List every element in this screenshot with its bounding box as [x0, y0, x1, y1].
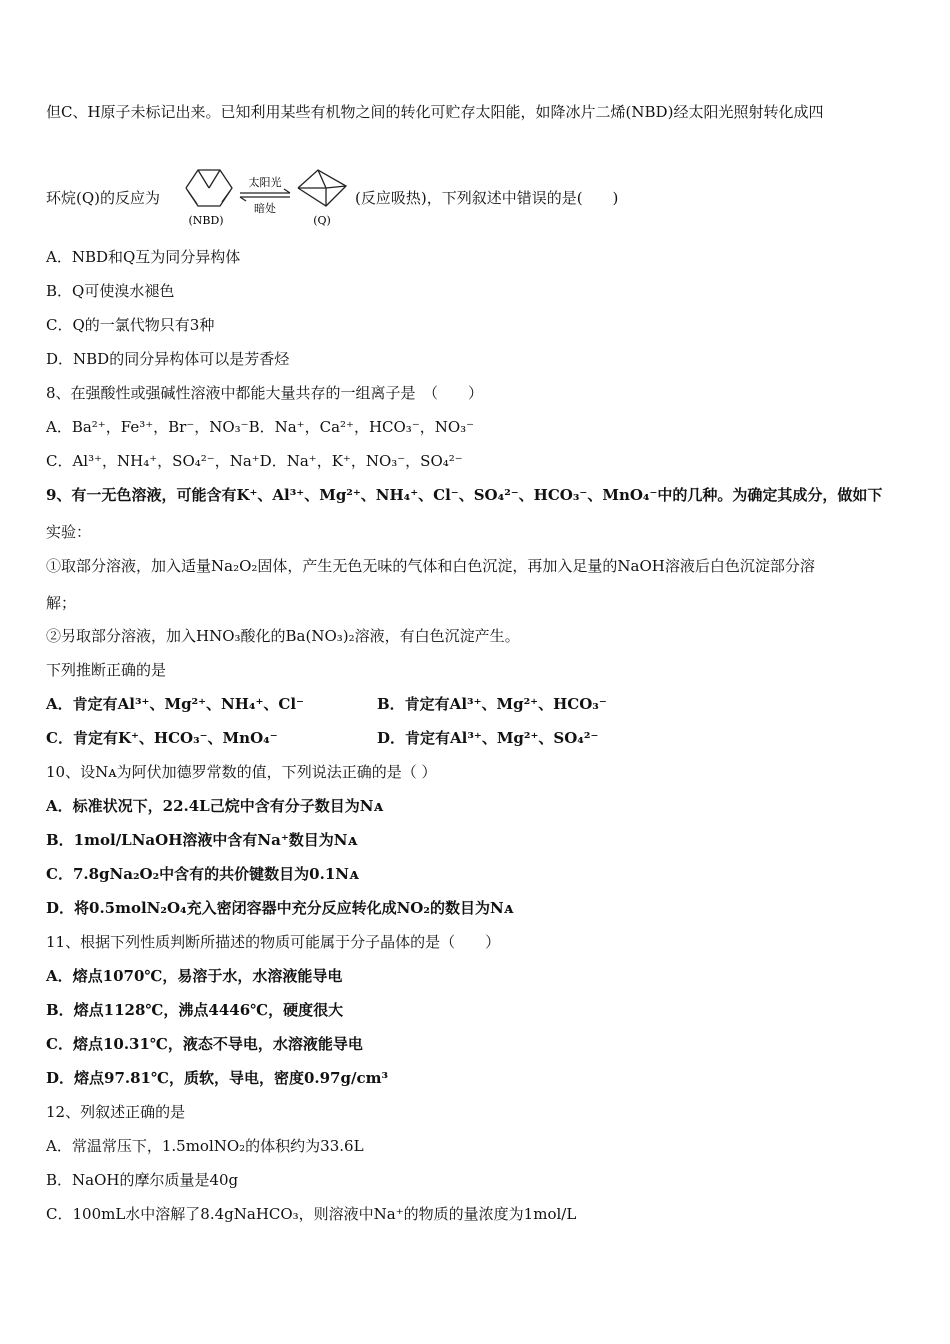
q7-option-a: A．NBD和Q互为同分异构体 [46, 248, 241, 266]
q7-option-c: C．Q的一氯代物只有3种 [46, 316, 215, 334]
q9-step-1a: ①取部分溶液，加入适量Na₂O₂固体，产生无色无味的气体和白色沉淀，再加入足量的NaOH溶液后白色沉淀部分溶 [46, 557, 815, 575]
arrow-label-top: 太阳光 [248, 176, 282, 189]
intro-line-2-prefix: 环烷(Q)的反应为 [46, 189, 161, 207]
q10-option-a: A．标准状况下，22.4L己烷中含有分子数目为Nᴀ [46, 797, 384, 815]
q9-step-2: ②另取部分溶液，加入HNO₃酸化的Ba(NO₃)₂溶液，有白色沉淀产生。 [46, 627, 520, 645]
q12-option-c: C．100mL水中溶解了8.4gNaHCO₃，则溶液中Na⁺的物质的量浓度为1mol/L [46, 1205, 577, 1223]
q12-option-b: B．NaOH的摩尔质量是40g [46, 1171, 239, 1189]
q-structure-icon [298, 170, 346, 206]
q10-option-c: C．7.8gNa₂O₂中含有的共价键数目为0.1Nᴀ [46, 865, 359, 883]
nbd-label: (NBD) [188, 214, 224, 227]
q12-option-a: A．常温常压下，1.5molNO₂的体积约为33.6L [46, 1137, 364, 1155]
q8-stem: 8、在强酸性或强碱性溶液中都能大量共存的一组离子是 （ ） [46, 384, 484, 402]
intro-line-1: 但C、H原子未标记出来。已知利用某些有机物之间的转化可贮存太阳能，如降冰片二烯(NBD)经太阳光照射转化成四 [46, 103, 824, 121]
q12-stem: 12、列叙述正确的是 [46, 1103, 186, 1121]
q9-option-c: C．肯定有K⁺、HCO₃⁻、MnO₄⁻ [46, 729, 278, 747]
q-label: (Q) [313, 214, 331, 227]
q11-stem: 11、根据下列性质判断所描述的物质可能属于分子晶体的是（ ） [46, 933, 501, 951]
q9-option-b: B．肯定有Al³⁺、Mg²⁺、HCO₃⁻ [377, 695, 607, 713]
equilibrium-arrows-icon [240, 189, 290, 201]
q8-options-ab: A．Ba²⁺，Fe³⁺，Br⁻，NO₃⁻B．Na⁺，Ca²⁺，HCO₃⁻，NO₃⁻ [46, 418, 475, 436]
q9-question: 下列推断正确的是 [46, 661, 167, 679]
q9-option-a: A．肯定有Al³⁺、Mg²⁺、NH₄⁺、Cl⁻ [46, 695, 304, 713]
q11-option-d: D．熔点97.81℃，质软，导电，密度0.97g/cm³ [46, 1069, 389, 1087]
q11-option-b: B．熔点1128℃，沸点4446℃，硬度很大 [46, 1001, 344, 1019]
q8-options-cd: C．Al³⁺，NH₄⁺，SO₄²⁻，Na⁺D．Na⁺，K⁺，NO₃⁻，SO₄²⁻ [46, 452, 463, 470]
q9-stem-1: 9、有一无色溶液，可能含有K⁺、Al³⁺、Mg²⁺、NH₄⁺、Cl⁻、SO₄²⁻、HCO₃⁻、MnO₄⁻中的几种。为确定其成分，做如下 [46, 486, 883, 504]
q10-stem: 10、设Nᴀ为阿伏加德罗常数的值，下列说法正确的是（ ） [46, 763, 437, 781]
intro-line-2-suffix: (反应吸热)，下列叙述中错误的是( ) [355, 189, 619, 207]
q9-stem-2: 实验： [46, 523, 92, 541]
q11-option-c: C．熔点10.31℃，液态不导电，水溶液能导电 [46, 1035, 363, 1053]
q9-step-1b: 解； [46, 594, 77, 612]
q9-option-d: D．肯定有Al³⁺、Mg²⁺、SO₄²⁻ [377, 729, 599, 747]
nbd-structure-icon [186, 170, 232, 206]
q7-option-b: B．Q可使溴水褪色 [46, 282, 175, 300]
q10-option-b: B．1mol/LNaOH溶液中含有Na⁺数目为Nᴀ [46, 831, 358, 849]
q11-option-a: A．熔点1070℃，易溶于水，水溶液能导电 [46, 967, 343, 985]
q7-option-d: D．NBD的同分异构体可以是芳香烃 [46, 350, 290, 368]
reaction-diagram [176, 164, 354, 228]
q10-option-d: D．将0.5molN₂O₄充入密闭容器中充分反应转化成NO₂的数目为Nᴀ [46, 899, 514, 917]
arrow-label-bottom: 暗处 [254, 202, 276, 215]
